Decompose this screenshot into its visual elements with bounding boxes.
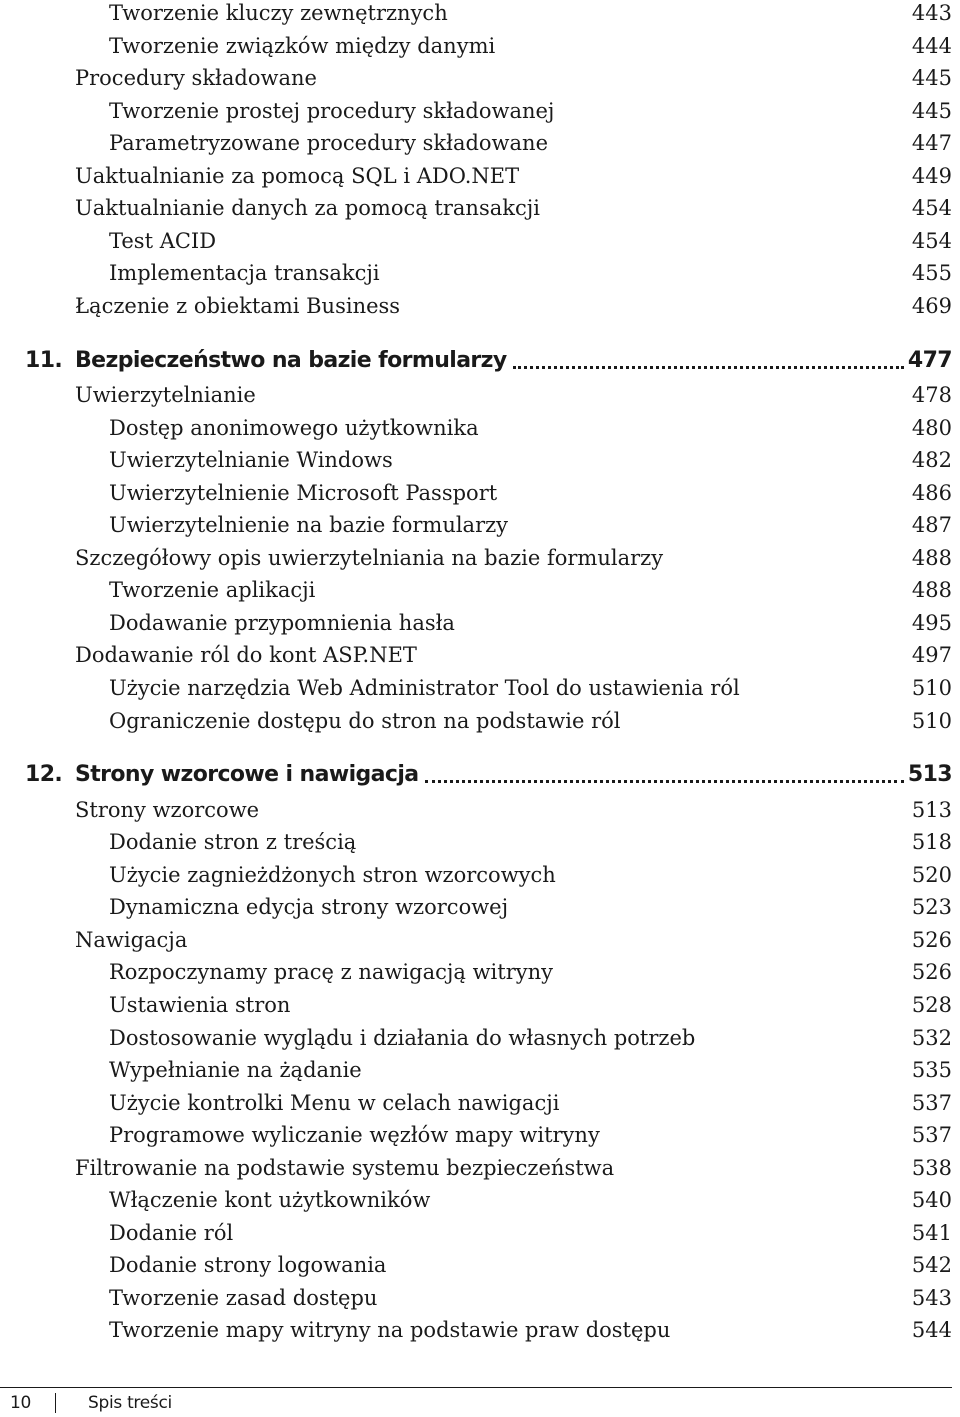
- toc-subsection: [0, 989, 952, 1021]
- entry-title: Ograniczenie dostępu do stron na podstawie ról: [109, 708, 621, 733]
- entry-title: Użycie narzędzia Web Administrator Tool do ustawienia ról: [109, 676, 740, 700]
- toc-subsection: [0, 1217, 952, 1249]
- toc-section: [0, 290, 952, 322]
- entry-page-number: 482: [911, 448, 952, 473]
- entry-title: Użycie zagnieżdżonych stron wzorcowych: [109, 862, 556, 887]
- toc-section: [0, 794, 952, 826]
- entry-title: Rozpoczynamy pracę z nawigacją witryny: [109, 960, 553, 985]
- entry-title: Procedury składowane: [75, 66, 317, 91]
- toc-subsection: [0, 891, 952, 923]
- entry-title: Dostosowanie wyglądu i działania do własnych potrzeb: [109, 1025, 696, 1050]
- entry-title: Dodanie strony logowania: [109, 1253, 387, 1278]
- entry-page-number: 543: [911, 1285, 952, 1310]
- toc-subsection: [0, 672, 952, 704]
- toc-subsection: [0, 95, 952, 127]
- dot-leader: [425, 780, 904, 783]
- entry-title: Uwierzytelnienie Microsoft Passport: [109, 480, 498, 505]
- toc-subsection: [0, 1314, 952, 1346]
- entry-title: Nawigacja: [75, 927, 188, 952]
- entry-page-number: 480: [911, 415, 952, 440]
- entry-title: Tworzenie zasad dostępu: [109, 1285, 378, 1310]
- toc-subsection: [0, 509, 952, 541]
- entry-title: Dodanie ról: [109, 1220, 234, 1245]
- chapter-title: Bezpieczeństwo na bazie formularzy: [75, 347, 507, 373]
- entry-title: Wypełnianie na żądanie: [109, 1058, 362, 1083]
- entry-page-number: 486: [911, 480, 952, 505]
- entry-title: Uwierzytelnianie: [75, 383, 256, 408]
- toc-subsection: [0, 1119, 952, 1151]
- chapter-title: Strony wzorcowe i nawigacja: [75, 762, 419, 788]
- entry-title: Włączenie kont użytkowników: [109, 1188, 431, 1213]
- toc-subsection: [0, 859, 952, 891]
- entry-page-number: 510: [911, 676, 952, 700]
- toc-subsection: [0, 1054, 952, 1086]
- entry-title: Test ACID: [109, 228, 217, 253]
- toc-subsection: [0, 30, 952, 62]
- toc-subsection: [0, 127, 952, 159]
- toc-chapter: [0, 759, 952, 791]
- entry-page-number: 488: [911, 545, 952, 570]
- entry-title: Tworzenie mapy witryny na podstawie praw dostępu: [109, 1318, 671, 1343]
- entry-page-number: 495: [911, 610, 952, 635]
- entry-page-number: 537: [911, 1090, 952, 1115]
- entry-page-number: 526: [911, 927, 952, 952]
- entry-page-number: 445: [911, 66, 952, 91]
- toc-subsection: [0, 956, 952, 988]
- entry-title: Dostęp anonimowego użytkownika: [109, 415, 479, 440]
- toc-section: [0, 639, 952, 671]
- toc-subsection: [0, 705, 952, 737]
- chapter-page-number: 513: [907, 762, 952, 788]
- chapter-page-number: 477: [907, 347, 952, 373]
- entry-page-number: 544: [911, 1318, 952, 1343]
- entry-page-number: 520: [911, 862, 952, 887]
- entry-page-number: 478: [911, 383, 952, 408]
- entry-title: Strony wzorcowe: [75, 797, 260, 822]
- entry-page-number: 518: [911, 830, 952, 855]
- entry-title: Uaktualnianie danych za pomocą transakcji: [75, 196, 540, 221]
- entry-title: Ustawienia stron: [109, 992, 291, 1017]
- entry-page-number: 454: [911, 228, 952, 253]
- entry-title: Dodawanie ról do kont ASP.NET: [75, 643, 417, 668]
- entry-page-number: 537: [911, 1123, 952, 1148]
- toc-subsection: [0, 477, 952, 509]
- entry-page-number: 469: [911, 293, 952, 318]
- entry-page-number: 447: [911, 131, 952, 156]
- dot-leader: [513, 366, 904, 369]
- entry-page-number: 542: [911, 1253, 952, 1278]
- toc-section: [0, 160, 952, 192]
- entry-page-number: 443: [911, 1, 952, 25]
- toc-subsection: [0, 225, 952, 257]
- toc-section: [0, 62, 952, 94]
- toc-section: [0, 924, 952, 956]
- entry-page-number: 532: [911, 1025, 952, 1050]
- entry-title: Dynamiczna edycja strony wzorcowej: [109, 895, 509, 920]
- entry-page-number: 497: [911, 643, 952, 668]
- toc-subsection: [0, 1087, 952, 1119]
- entry-title: Uwierzytelnienie na bazie formularzy: [109, 513, 509, 538]
- entry-page-number: 487: [911, 513, 952, 538]
- footer-rule: [0, 1387, 952, 1388]
- entry-page-number: 513: [911, 797, 952, 822]
- chapter-number: 11.: [25, 347, 63, 373]
- toc-subsection: [0, 1022, 952, 1054]
- toc-section: [0, 1152, 952, 1184]
- entry-title: Tworzenie prostej procedury składowanej: [109, 98, 555, 123]
- entry-title: Użycie kontrolki Menu w celach nawigacji: [109, 1090, 560, 1115]
- entry-page-number: 488: [911, 578, 952, 603]
- entry-title: Łączenie z obiektami Business: [75, 293, 401, 318]
- footer-separator: [55, 1393, 56, 1413]
- toc-section: [0, 379, 952, 411]
- toc-section: [0, 192, 952, 224]
- entry-page-number: 510: [911, 708, 952, 733]
- entry-title: Dodanie stron z treścią: [109, 830, 357, 855]
- toc-subsection: [0, 257, 952, 289]
- toc-subsection: [0, 412, 952, 444]
- entry-title: Programowe wyliczanie węzłów mapy witryny: [109, 1123, 600, 1148]
- entry-title: Parametryzowane procedury składowane: [109, 131, 549, 156]
- toc-section: [0, 542, 952, 574]
- toc-subsection: [0, 444, 952, 476]
- toc-subsection: [0, 826, 952, 858]
- toc-subsection: [0, 0, 952, 29]
- entry-page-number: 541: [911, 1220, 952, 1245]
- footer-page-number: 10: [10, 1393, 32, 1413]
- entry-title: Tworzenie aplikacji: [109, 578, 316, 603]
- toc-subsection: [0, 1249, 952, 1281]
- chapter-number: 12.: [25, 762, 63, 788]
- entry-title: Szczegółowy opis uwierzytelniania na bazie formularzy: [75, 545, 664, 570]
- toc-chapter: [0, 345, 952, 377]
- entry-title: Dodawanie przypomnienia hasła: [109, 610, 455, 635]
- toc-subsection: [0, 574, 952, 606]
- entry-title: Implementacja transakcji: [109, 261, 380, 286]
- entry-page-number: 455: [911, 261, 952, 286]
- entry-page-number: 535: [911, 1058, 952, 1083]
- entry-page-number: 523: [911, 895, 952, 920]
- entry-page-number: 454: [911, 196, 952, 221]
- entry-title: Tworzenie związków między danymi: [109, 33, 496, 58]
- footer-section-title: Spis treści: [88, 1393, 172, 1413]
- toc-subsection: [0, 607, 952, 639]
- entry-title: Uaktualnianie za pomocą SQL i ADO.NET: [75, 163, 520, 188]
- entry-page-number: 449: [911, 163, 952, 188]
- entry-title: Uwierzytelnianie Windows: [109, 448, 393, 473]
- entry-page-number: 526: [911, 960, 952, 985]
- entry-title: Filtrowanie na podstawie systemu bezpieczeństwa: [75, 1155, 615, 1180]
- entry-page-number: 445: [911, 98, 952, 123]
- entry-page-number: 444: [911, 33, 952, 58]
- entry-page-number: 538: [911, 1155, 952, 1180]
- entry-page-number: 528: [911, 992, 952, 1017]
- toc-subsection: [0, 1282, 952, 1314]
- toc-subsection: [0, 1184, 952, 1216]
- entry-page-number: 540: [911, 1188, 952, 1213]
- entry-title: Tworzenie kluczy zewnętrznych: [109, 1, 448, 25]
